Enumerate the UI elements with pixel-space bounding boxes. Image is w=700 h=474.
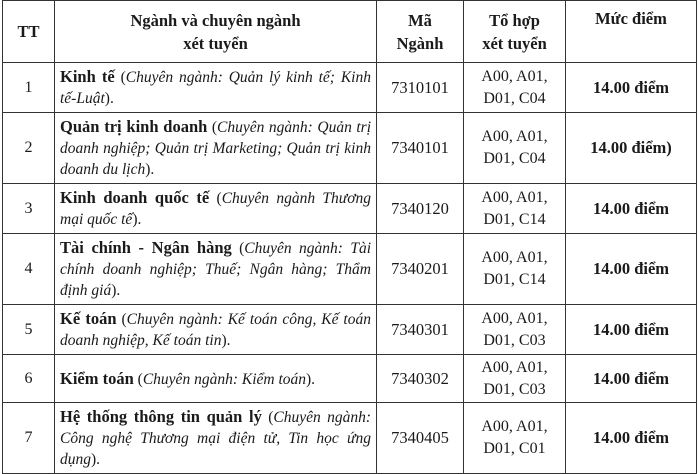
row-tt: 5 bbox=[3, 305, 55, 355]
major-name: Kinh doanh quốc tế bbox=[60, 188, 210, 207]
row-code: 7310101 bbox=[377, 63, 464, 113]
row-score: 14.00 điểm bbox=[566, 403, 697, 474]
major-desc: Chuyên ngành: Công nghệ Thương mại điện tử, Tin học ứng dụng bbox=[60, 409, 371, 468]
major-name: Quản trị kinh doanh bbox=[60, 117, 208, 136]
major-desc: Chuyên ngành Thương mại quốc tế bbox=[60, 190, 371, 228]
row-code: 7340201 bbox=[377, 234, 464, 305]
major-desc: Chuyên ngành: Tài chính doanh nghiệp; Thuế; Ngân hàng; Thẩm định giá bbox=[60, 240, 371, 299]
row-combo: A00, A01, D01, C03 bbox=[464, 305, 566, 355]
table-row bbox=[3, 184, 697, 234]
major-desc: Chuyên ngành: Quản trị doanh nghiệp; Quản trị Marketing; Quản trị kinh doanh du lịch bbox=[60, 119, 371, 178]
major-name: Kinh tế bbox=[60, 67, 115, 86]
row-combo: A00, A01, D01, C04 bbox=[464, 63, 566, 113]
major-desc: Chuyên ngành: Kiểm toán bbox=[142, 370, 307, 388]
row-code: 7340120 bbox=[377, 184, 464, 234]
admission-score-table bbox=[2, 0, 697, 474]
row-code: 7340405 bbox=[377, 403, 464, 474]
major-name: Tài chính - Ngân hàng bbox=[60, 238, 232, 257]
table-row bbox=[3, 355, 697, 403]
row-code: 7340301 bbox=[377, 305, 464, 355]
row-tt: 6 bbox=[3, 355, 55, 403]
table-row bbox=[3, 403, 697, 474]
row-major: Kinh doanh quốc tế (Chuyên ngành Thương mại quốc tế). bbox=[55, 184, 377, 234]
row-major: Kinh tế (Chuyên ngành: Quản lý kinh tế; Kinh tế-Luật). bbox=[55, 63, 377, 113]
row-combo: A00, A01, D01, C04 bbox=[464, 113, 566, 184]
major-name: Hệ thống thông tin quản lý bbox=[60, 407, 262, 426]
header-code: Mã Ngành bbox=[377, 1, 464, 63]
table-row bbox=[3, 234, 697, 305]
row-score: 14.00 điểm bbox=[566, 184, 697, 234]
row-major: Kiểm toán (Chuyên ngành: Kiểm toán). bbox=[55, 355, 377, 403]
row-tt: 3 bbox=[3, 184, 55, 234]
major-desc: Chuyên ngành: Kế toán công, Kế toán doanh nghiệp, Kế toán tin bbox=[60, 311, 371, 349]
major-name: Kiểm toán bbox=[60, 368, 134, 388]
row-tt: 2 bbox=[3, 113, 55, 184]
row-score: 14.00 điểm) bbox=[566, 113, 697, 184]
row-code: 7340101 bbox=[377, 113, 464, 184]
header-tt: TT bbox=[3, 1, 55, 63]
row-major: Kế toán (Chuyên ngành: Kế toán công, Kế toán doanh nghiệp, Kế toán tin). bbox=[55, 305, 377, 355]
row-score: 14.00 điểm bbox=[566, 63, 697, 113]
header-score: Mức điểm bbox=[566, 1, 697, 63]
header-major: Ngành và chuyên ngành xét tuyển bbox=[55, 1, 377, 63]
row-major: Quản trị kinh doanh (Chuyên ngành: Quản trị doanh nghiệp; Quản trị Marketing; Quản trị kinh doanh du lịch). bbox=[55, 113, 377, 184]
row-major: Tài chính - Ngân hàng (Chuyên ngành: Tài chính doanh nghiệp; Thuế; Ngân hàng; Thẩm định giá). bbox=[55, 234, 377, 305]
row-score: 14.00 điểm bbox=[566, 234, 697, 305]
row-tt: 1 bbox=[3, 63, 55, 113]
major-name: Kế toán bbox=[60, 309, 117, 328]
row-combo: A00, A01, D01, C14 bbox=[464, 234, 566, 305]
row-combo: A00, A01, D01, C01 bbox=[464, 403, 566, 474]
row-major: Hệ thống thông tin quản lý (Chuyên ngành: Công nghệ Thương mại điện tử, Tin học ứng dụng). bbox=[55, 403, 377, 474]
major-desc: Chuyên ngành: Quản lý kinh tế; Kinh tế-Luật bbox=[60, 69, 371, 107]
header-combo: Tổ hợp xét tuyển bbox=[464, 1, 566, 63]
table-header-row bbox=[3, 1, 697, 63]
row-score: 14.00 điểm bbox=[566, 305, 697, 355]
table-row bbox=[3, 113, 697, 184]
row-combo: A00, A01, D01, C03 bbox=[464, 355, 566, 403]
row-combo: A00, A01, D01, C14 bbox=[464, 184, 566, 234]
table-row bbox=[3, 305, 697, 355]
row-tt: 4 bbox=[3, 234, 55, 305]
table-row bbox=[3, 63, 697, 113]
row-code: 7340302 bbox=[377, 355, 464, 403]
row-tt: 7 bbox=[3, 403, 55, 474]
row-score: 14.00 điểm bbox=[566, 355, 697, 403]
